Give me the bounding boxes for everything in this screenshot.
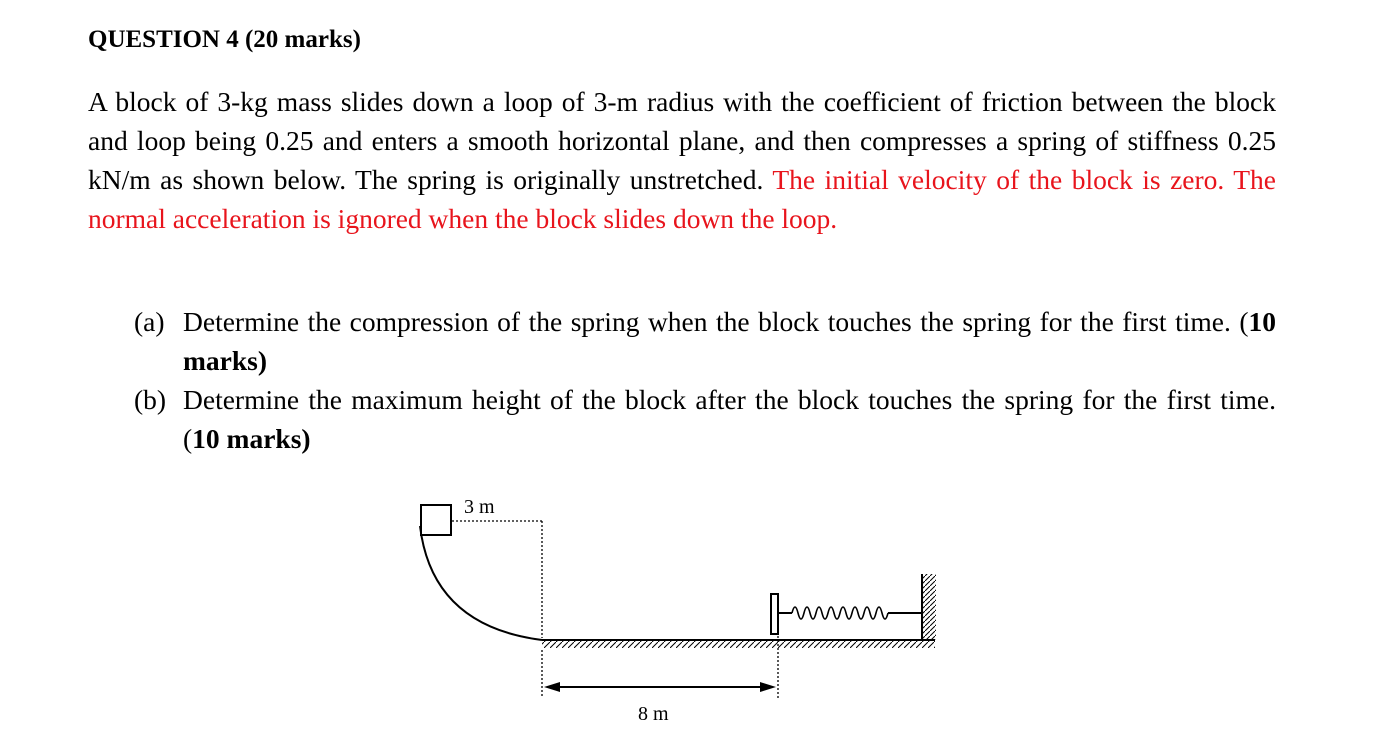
distance-label: 8 m xyxy=(638,703,669,725)
question-body-highlight: The initial velocity of the block is zero. The normal acceleration is ignored when the block slides down the loop. xyxy=(88,164,1276,234)
question-body xyxy=(88,82,1276,238)
block xyxy=(421,505,451,535)
part-a-close: ) xyxy=(257,345,268,376)
part-b-close: ) xyxy=(301,423,311,454)
loop-spring-diagram xyxy=(400,486,960,738)
horizontal-plane xyxy=(542,640,935,648)
radius-guide xyxy=(452,521,542,638)
part-b xyxy=(134,380,1276,458)
question-title: QUESTION 4 (20 marks) xyxy=(88,26,361,53)
part-b-marks: 10 marks xyxy=(192,423,302,454)
part-b-text: Determine the maximum height of the block after the block touches the spring for the first time. ( xyxy=(183,384,1276,454)
part-a-marks: 10 marks xyxy=(183,306,1276,376)
part-a-text: Determine the compression of the spring when the block touches the spring for the first time. ( xyxy=(183,306,1249,337)
part-a-label: (a) xyxy=(134,306,165,337)
part-b-label: (b) xyxy=(134,384,167,415)
radius-label: 3 m xyxy=(464,496,495,518)
question-parts xyxy=(134,302,1276,458)
loop-curve xyxy=(420,526,542,640)
question-body-text: A block of 3-kg mass slides down a loop of 3-m radius with the coefficient of friction between the block and loop being 0.25 and enters a smooth horizontal plane, and then compresses a spring of stiffness 0.25 kN/m as shown below. The spring is originally unstretched. xyxy=(88,86,1276,195)
wall xyxy=(922,574,936,640)
spring xyxy=(771,594,922,634)
part-a xyxy=(134,302,1276,380)
